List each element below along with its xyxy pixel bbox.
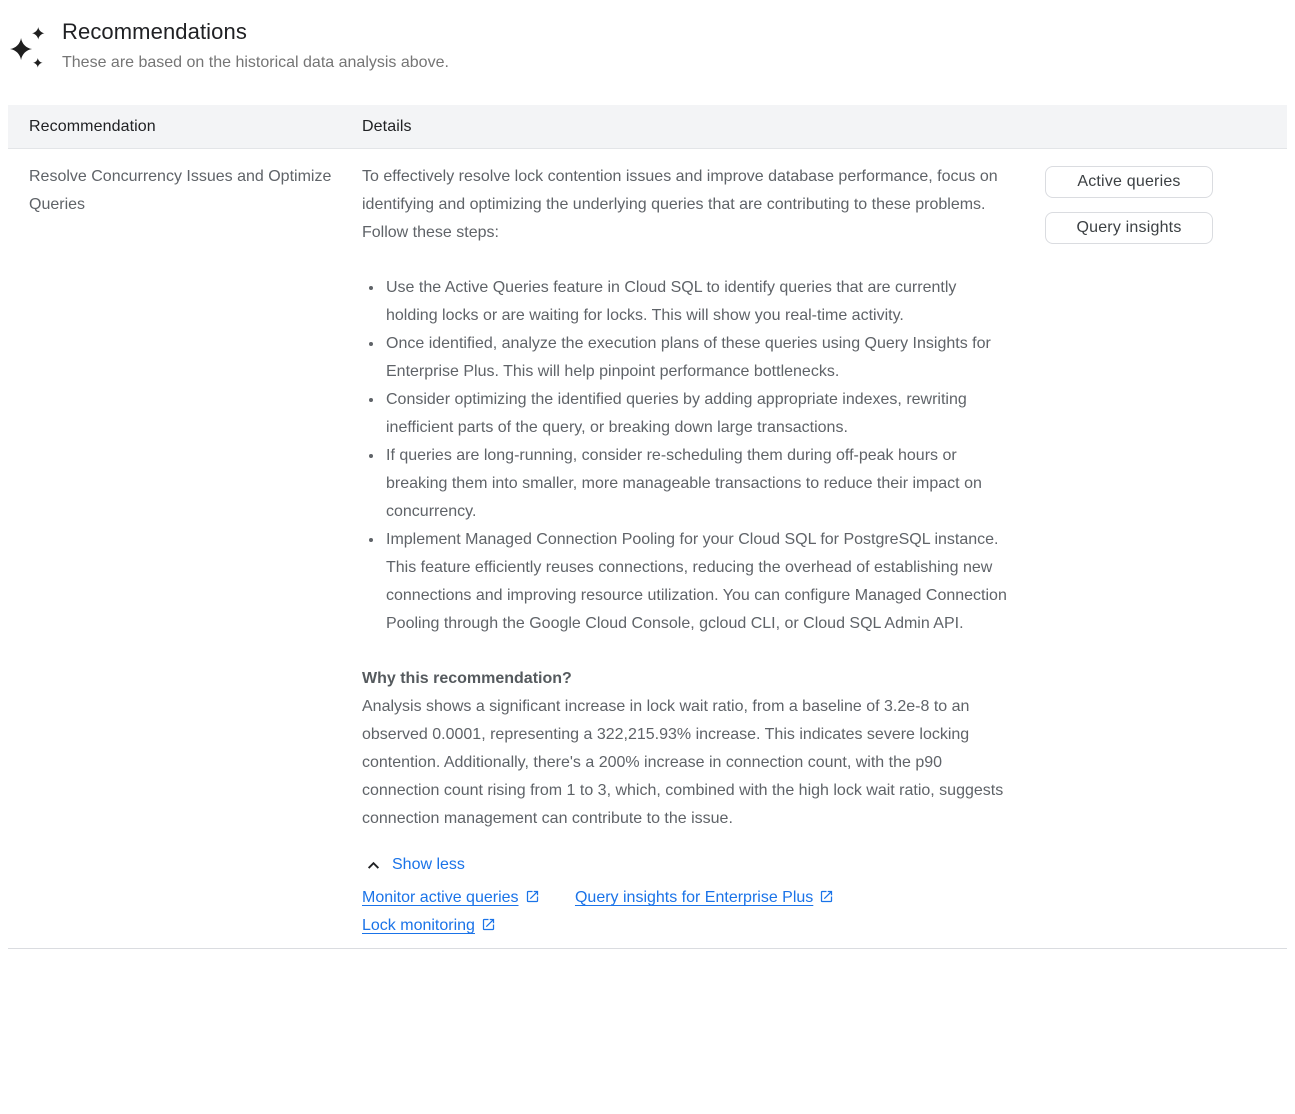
bullet-item: • Once identified, analyze the execution plans of these queries using Query Insights for Enterprise Plus. This will help pinpoint performance bottlenecks. <box>384 330 1010 386</box>
why-recommendation-heading: Why this recommendation? <box>362 670 572 687</box>
table-header-row <box>8 105 1287 149</box>
table-row <box>8 149 1287 949</box>
link-lock-monitoring[interactable]: Lock monitoring <box>362 917 496 934</box>
details-bullet-list <box>362 274 1010 638</box>
show-less-label: Show less <box>392 856 465 873</box>
bullet-item: • If queries are long-running, consider re-scheduling them during off-peak hours or breaking them into smaller, more manageable transactions to reduce their impact on concurrency. <box>384 442 1010 526</box>
bullet-item: • Use the Active Queries feature in Cloud SQL to identify queries that are currently holding locks or are waiting for locks. This will show you real-time activity. <box>384 274 1010 330</box>
bullet-item: • Implement Managed Connection Pooling for your Cloud SQL for PostgreSQL instance. This feature efficiently reuses connections, reducing the overhead of establishing new connections and improving resource utilization. You can configure Managed Connection Pooling through the Google Cloud Console, gcloud CLI, or Cloud SQL Admin API. <box>384 526 1010 638</box>
why-recommendation-text: Analysis shows a significant increase in lock wait ratio, from a baseline of 3.2e-8 to an observed 0.0001, representing a 322,215.93% increase. This indicates severe locking contention. Additionally, there's a 200% increase in connection count, with the p90 connection count rising from 1 to 3, which, combined with the high lock wait ratio, suggests connection management can contribute to the issue. <box>362 698 1004 827</box>
link-monitor-active-queries[interactable]: Monitor active queries <box>362 889 544 906</box>
external-link-icon <box>481 917 496 932</box>
column-header-details: Details <box>362 117 412 135</box>
reference-links <box>362 884 1010 940</box>
query-insights-chip[interactable]: Query insights <box>1045 212 1213 244</box>
page-title: Recommendations <box>62 19 247 44</box>
recommendations-table <box>8 105 1287 949</box>
column-header-recommendation: Recommendation <box>29 117 156 135</box>
show-less-button[interactable] <box>362 851 465 879</box>
external-link-icon <box>819 889 834 904</box>
bullet-item: • Consider optimizing the identified queries by adding appropriate indexes, rewriting inefficient parts of the query, or breaking down large transactions. <box>384 386 1010 442</box>
external-link-icon <box>525 889 540 904</box>
active-queries-chip[interactable]: Active queries <box>1045 166 1213 198</box>
details-cell <box>362 159 1010 940</box>
panel-header <box>0 0 1295 77</box>
action-chips <box>1045 159 1287 940</box>
page-subtitle: These are based on the historical data analysis above. <box>62 54 449 71</box>
chevron-up-icon <box>364 856 383 875</box>
gemini-sparkle-icon <box>8 24 48 77</box>
details-intro: To effectively resolve lock contention issues and improve database performance, focus on identifying and optimizing the underlying queries that are contributing to these problems. Follow these steps: <box>362 168 998 241</box>
link-query-insights-enterprise-plus[interactable]: Query insights for Enterprise Plus <box>575 889 834 906</box>
recommendation-cell: Resolve Concurrency Issues and Optimize Queries <box>29 168 332 213</box>
